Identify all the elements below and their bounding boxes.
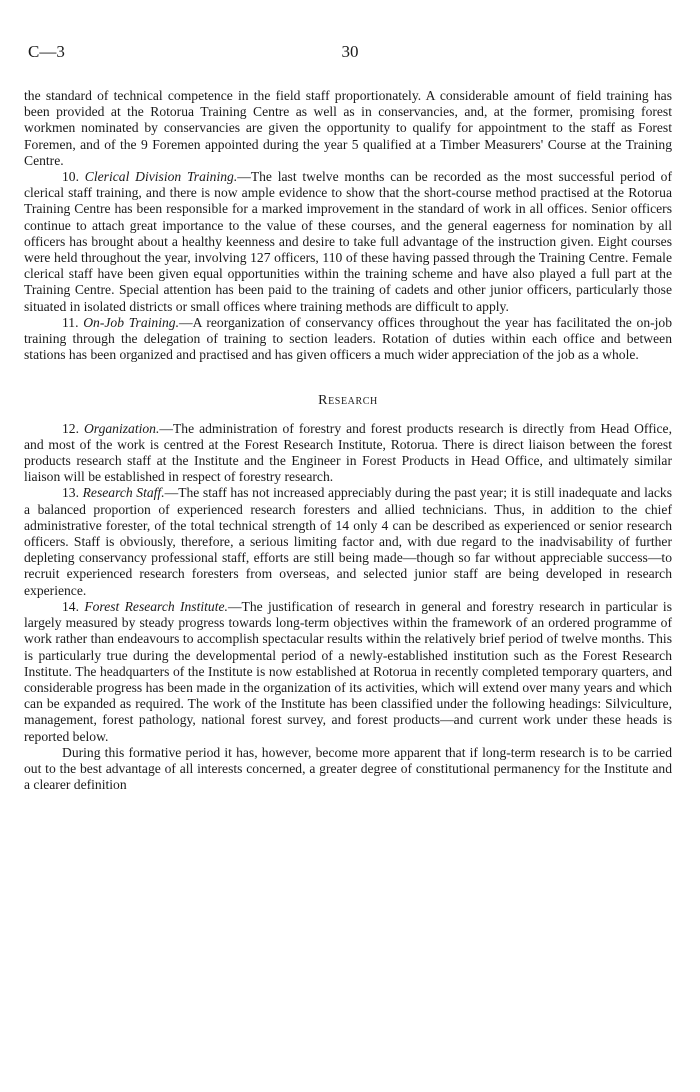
paragraph bbox=[24, 421, 672, 486]
document-body bbox=[24, 88, 672, 793]
paragraph-number: 13. bbox=[62, 485, 79, 501]
paragraph-number: 10. bbox=[62, 169, 79, 185]
paragraph-text: —The staff has not increased appreciably during the past year; it is still inadequate and lacks a balanced proportion of experienced research foresters and allied technicians. Thus, in addition to the chief administrative forester, of the total technical strength of 14 only 4 can be described as experienced or senior research officers. Staff is obviously, therefore, a serious limiting factor and, with due regard to the inadvisability of further depleting conservancy professional staff, efforts are still being made—though so far without appreciable success—to recruit experienced research foresters from overseas, and selected junior staff are being developed in research experience. bbox=[24, 485, 673, 598]
document-reference: C—3 bbox=[28, 42, 65, 61]
paragraph-title: Research Staff. bbox=[82, 485, 165, 501]
page-number: 30 bbox=[341, 42, 359, 61]
paragraph-number: 11. bbox=[62, 314, 79, 330]
paragraph bbox=[24, 599, 672, 745]
paragraph bbox=[24, 485, 672, 598]
paragraph-text: —The justification of research in general and forestry research in particular is largely measured by steady progress towards long-term objectives within the framework of an ordered programme of work rather than endeavours to accomplish spectacular results within the relatively brief period of twelve months. This is particularly true during the developmental period of a newly-established institution such as the Forest Research Institute. The headquarters of the Institute is now established at Rotorua in recently completed temporary quarters, and considerable progress has been made in the organization of its activities, which will extend over many years and which can be expanded as required. The work of the Institute has been classified under the following headings: Silviculture, management, forest pathology, national forest survey, and forest products—and current work under these heads is reported below. bbox=[24, 598, 672, 744]
section-heading: Research bbox=[318, 393, 378, 409]
paragraph-title: On-Job Training. bbox=[83, 314, 179, 330]
page-header bbox=[28, 42, 672, 66]
paragraph-title: Organization. bbox=[83, 420, 160, 436]
paragraph-title: Clerical Division Training. bbox=[84, 169, 238, 185]
paragraph-number: 12. bbox=[62, 420, 79, 436]
paragraph-text: —The last twelve months can be recorded as the most successful period of clerical staff training, and there is now ample evidence to show that the short-course method practised at the Rotorua Training Centre has been responsible for a marked improvement in the standard of work in all offices. Senior officers continue to attach great importance to the value of these courses, and the general eagerness for nomination by all officers has brought about a healthy keenness and desire to take full advantage of the instruction given. Eight courses were held throughout the year, involving 127 officers, 110 of these having passed through the Training Centre. Female clerical staff have been given equal opportunities within the training scheme and have also played a full part at the Training Centre. Special attention has been paid to the training of cadets and other junior officers, particularly those situated in isolated districts or small offices where training methods are difficult to apply. bbox=[24, 169, 672, 314]
paragraph-text: —A reorganization of conservancy offices throughout the year has facilitated the on-job training through the delegation of training to section leaders. Rotation of duties within each office and between stations has been organized and practised and has given officers a much wider appreciation of the job as a whole. bbox=[24, 314, 673, 363]
paragraph bbox=[24, 745, 672, 794]
paragraph bbox=[24, 169, 672, 315]
paragraph-title: Forest Research Institute. bbox=[84, 598, 228, 614]
paragraph-text: the standard of technical competence in the field staff proportionately. A considerable amount of field training has been provided at the Rotorua Training Centre as well as in conservancies, and, at the former, promising forest workmen nominated by conservancies are given the opportunity to qualify for appointment to the staff as Forest Foremen, and of the 9 Foremen appointed during the year 5 qualified at a Timber Measurers' Course at the Training Centre. bbox=[24, 88, 672, 168]
paragraph-text: During this formative period it has, however, become more apparent that if long-term research is to be carried out to the best advantage of all interests concerned, a greater degree of constitutional permanency for the Institute and a clearer definition bbox=[24, 744, 672, 793]
paragraph bbox=[24, 315, 672, 364]
paragraph-text: —The administration of forestry and forest products research is directly from Head Office, and most of the work is centred at the Forest Research Institute, Rotorua. There is direct liaison between the forest products research staff at the Institute and the Engineer in Forest Products in Head Office, and ultimately similar liaison will be established in respect of forestry research. bbox=[24, 420, 672, 485]
paragraph-number: 14. bbox=[62, 598, 79, 614]
paragraph bbox=[24, 88, 672, 169]
